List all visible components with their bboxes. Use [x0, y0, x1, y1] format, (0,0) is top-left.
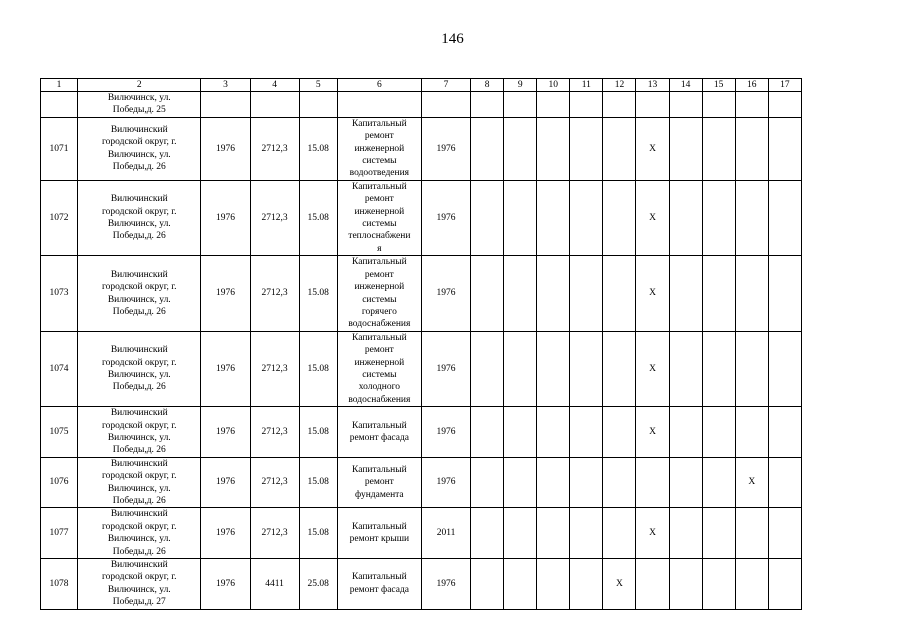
year-done-cell — [421, 180, 470, 255]
mark-cell — [603, 180, 636, 255]
address-text: Вилючинский городской округ, г. Вилючинск, ул. Победы,д. 26 — [101, 125, 177, 173]
column-header: 15 — [702, 79, 735, 92]
column-header: 5 — [299, 79, 337, 92]
mark-cell — [669, 180, 702, 255]
work-type-text: Капитальный ремонт инженерной системы горячего водоснабжения — [348, 257, 411, 330]
address-text: Вилючинск, ул. Победы,д. 25 — [107, 93, 171, 116]
column-header: 3 — [201, 79, 250, 92]
area-cell — [250, 117, 299, 180]
work-type-cell — [337, 180, 421, 255]
year-built-text: 1976 — [215, 212, 235, 223]
mark-cell — [570, 457, 603, 508]
work-type-text: Капитальный ремонт инженерной системы водоотведения — [349, 118, 410, 179]
year-done-text: 1976 — [436, 363, 456, 374]
mark-cell — [702, 457, 735, 508]
record-number-text: 1075 — [49, 426, 69, 437]
rate-text: 15.08 — [307, 363, 329, 374]
record-number-text: 1077 — [49, 528, 69, 539]
year-built-cell — [201, 92, 250, 118]
column-header: 17 — [768, 79, 801, 92]
work-type-text: Капитальный ремонт фасада — [349, 572, 410, 595]
area-cell — [250, 559, 299, 610]
rate-cell — [299, 92, 337, 118]
address-cell — [78, 256, 201, 331]
work-type-cell — [337, 117, 421, 180]
year-done-cell — [421, 559, 470, 610]
address-text: Вилючинский городской округ, г. Вилючинск, ул. Победы,д. 26 — [101, 458, 177, 506]
mark-cell — [735, 92, 768, 118]
mark-cell — [669, 331, 702, 406]
year-done-text: 1976 — [436, 477, 456, 488]
mark-cell — [537, 559, 570, 610]
mark-cell — [471, 559, 504, 610]
area-text: 2712,3 — [261, 212, 288, 223]
mark-cell — [735, 331, 768, 406]
mark-cell — [702, 407, 735, 458]
year-built-cell — [201, 559, 250, 610]
mark-cell — [603, 331, 636, 406]
work-type-cell — [337, 331, 421, 406]
year-done-cell — [421, 331, 470, 406]
mark-cell — [702, 180, 735, 255]
work-type-cell — [337, 508, 421, 559]
mark-cell: X — [636, 117, 669, 180]
record-number-cell — [41, 256, 78, 331]
area-text: 2712,3 — [261, 426, 288, 437]
mark-cell — [768, 457, 801, 508]
mark-cell — [570, 180, 603, 255]
address-cell — [78, 559, 201, 610]
mark-cell — [504, 407, 537, 458]
mark-cell — [669, 559, 702, 610]
mark-cell — [504, 559, 537, 610]
mark-cell: X — [636, 180, 669, 255]
mark-cell — [537, 180, 570, 255]
mark-cell — [702, 117, 735, 180]
mark-cell — [702, 331, 735, 406]
work-type-text: Капитальный ремонт крыши — [349, 521, 410, 545]
address-cell — [78, 331, 201, 406]
mark-cell — [504, 508, 537, 559]
mark-cell: X — [636, 508, 669, 559]
work-type-text: Капитальный ремонт фасада — [349, 420, 410, 443]
mark-cell — [537, 331, 570, 406]
mark-cell — [669, 92, 702, 118]
work-type-cell — [337, 92, 421, 118]
mark-cell — [537, 92, 570, 118]
mark-cell: X — [636, 407, 669, 458]
mark-cell — [669, 407, 702, 458]
address-text: Вилючинский городской округ, г. Вилючинск, ул. Победы,д. 26 — [101, 509, 177, 557]
mark-cell — [570, 559, 603, 610]
mark-cell — [768, 331, 801, 406]
mark-cell — [669, 457, 702, 508]
mark-cell — [735, 117, 768, 180]
rate-cell — [299, 331, 337, 406]
mark-cell — [636, 559, 669, 610]
mark-cell — [471, 457, 504, 508]
table-row — [41, 331, 802, 406]
mark-cell — [570, 407, 603, 458]
mark-cell — [636, 92, 669, 118]
mark-cell — [603, 457, 636, 508]
rate-cell — [299, 559, 337, 610]
mark-cell — [702, 92, 735, 118]
column-header: 1 — [41, 79, 78, 92]
year-built-text: 1976 — [215, 578, 235, 589]
mark-cell — [570, 92, 603, 118]
mark-cell — [735, 256, 768, 331]
rate-cell — [299, 457, 337, 508]
year-built-cell — [201, 180, 250, 255]
mark-cell — [537, 508, 570, 559]
year-built-text: 1976 — [215, 528, 235, 539]
address-cell — [78, 407, 201, 458]
mark-cell — [768, 92, 801, 118]
year-done-cell — [421, 256, 470, 331]
record-number-text: 1074 — [49, 363, 69, 374]
record-number-cell — [41, 508, 78, 559]
area-cell — [250, 180, 299, 255]
area-text: 2712,3 — [261, 363, 288, 374]
table-row — [41, 407, 802, 458]
year-done-cell — [421, 457, 470, 508]
area-text: 2712,3 — [261, 288, 288, 299]
mark-cell — [504, 180, 537, 255]
mark-cell — [768, 559, 801, 610]
work-type-cell — [337, 559, 421, 610]
year-done-cell — [421, 92, 470, 118]
year-built-cell — [201, 457, 250, 508]
mark-cell — [702, 508, 735, 559]
column-header: 4 — [250, 79, 299, 92]
mark-cell — [471, 508, 504, 559]
mark-cell — [603, 407, 636, 458]
year-done-text: 1976 — [436, 426, 456, 437]
year-built-cell — [201, 407, 250, 458]
rate-cell — [299, 256, 337, 331]
mark-cell — [768, 117, 801, 180]
column-header: 8 — [471, 79, 504, 92]
area-cell — [250, 407, 299, 458]
mark-cell — [669, 256, 702, 331]
work-type-cell — [337, 256, 421, 331]
record-number-cell — [41, 117, 78, 180]
mark-cell: X — [636, 256, 669, 331]
year-done-cell — [421, 117, 470, 180]
record-number-text: 1078 — [49, 578, 69, 589]
address-text: Вилючинский городской округ, г. Вилючинск, ул. Победы,д. 27 — [101, 560, 177, 608]
address-cell — [78, 180, 201, 255]
column-header: 7 — [421, 79, 470, 92]
page-number: 146 — [441, 31, 464, 47]
area-text: 2712,3 — [261, 528, 288, 539]
year-built-cell — [201, 256, 250, 331]
column-header: 16 — [735, 79, 768, 92]
mark-cell — [504, 331, 537, 406]
mark-cell — [669, 117, 702, 180]
rate-cell — [299, 508, 337, 559]
address-cell — [78, 117, 201, 180]
mark-cell: X — [636, 331, 669, 406]
table-row — [41, 256, 802, 331]
year-done-text: 1976 — [436, 212, 456, 223]
record-number-text: 1072 — [49, 212, 69, 223]
mark-cell — [768, 256, 801, 331]
mark-cell — [504, 117, 537, 180]
record-number-cell — [41, 559, 78, 610]
area-text: 2712,3 — [261, 477, 288, 488]
year-built-text: 1976 — [215, 426, 235, 437]
work-type-text: Капитальный ремонт фундамента — [352, 464, 407, 500]
area-text: 4411 — [265, 578, 284, 589]
address-cell — [78, 92, 201, 118]
mark-cell — [735, 180, 768, 255]
work-type-cell — [337, 457, 421, 508]
column-header: 12 — [603, 79, 636, 92]
record-number-text: 1073 — [49, 288, 69, 299]
rate-cell — [299, 407, 337, 458]
mark-cell — [735, 508, 768, 559]
column-header: 10 — [537, 79, 570, 92]
column-header: 13 — [636, 79, 669, 92]
mark-cell — [669, 508, 702, 559]
year-done-text: 1976 — [436, 288, 456, 299]
year-done-text: 2011 — [436, 528, 456, 539]
registry-table — [40, 78, 802, 610]
record-number-cell — [41, 407, 78, 458]
mark-cell — [570, 256, 603, 331]
mark-cell — [504, 256, 537, 331]
record-number-text: 1071 — [49, 143, 69, 154]
record-number-text: 1076 — [49, 477, 69, 488]
mark-cell — [537, 117, 570, 180]
mark-cell — [603, 92, 636, 118]
mark-cell — [636, 457, 669, 508]
work-type-cell — [337, 407, 421, 458]
record-number-cell — [41, 457, 78, 508]
mark-cell — [735, 559, 768, 610]
table-row — [41, 117, 802, 180]
mark-cell — [768, 407, 801, 458]
mark-cell — [570, 117, 603, 180]
year-done-text: 1976 — [436, 578, 456, 589]
mark-cell — [702, 256, 735, 331]
mark-cell — [537, 407, 570, 458]
mark-cell — [603, 117, 636, 180]
year-built-cell — [201, 117, 250, 180]
mark-cell: X — [735, 457, 768, 508]
mark-cell — [702, 559, 735, 610]
column-header: 6 — [337, 79, 421, 92]
rate-text: 15.08 — [307, 477, 329, 488]
mark-cell — [570, 331, 603, 406]
year-built-text: 1976 — [215, 363, 235, 374]
column-header: 11 — [570, 79, 603, 92]
work-type-text: Капитальный ремонт инженерной системы теплоснабжени я — [348, 181, 411, 254]
year-done-cell — [421, 508, 470, 559]
header-row — [41, 79, 802, 92]
rate-text: 15.08 — [307, 288, 329, 299]
area-cell — [250, 331, 299, 406]
year-done-cell — [421, 407, 470, 458]
column-header: 9 — [504, 79, 537, 92]
area-text: 2712,3 — [261, 143, 288, 154]
mark-cell — [504, 92, 537, 118]
year-built-text: 1976 — [215, 477, 235, 488]
mark-cell — [471, 180, 504, 255]
address-text: Вилючинский городской округ, г. Вилючинск, ул. Победы,д. 26 — [101, 345, 177, 393]
mark-cell — [537, 457, 570, 508]
area-cell — [250, 508, 299, 559]
address-cell — [78, 508, 201, 559]
rate-text: 15.08 — [307, 212, 329, 223]
mark-cell — [537, 256, 570, 331]
table-row — [41, 457, 802, 508]
mark-cell — [570, 508, 603, 559]
mark-cell — [603, 256, 636, 331]
area-cell — [250, 457, 299, 508]
record-number-cell — [41, 92, 78, 118]
area-cell — [250, 256, 299, 331]
area-cell — [250, 92, 299, 118]
record-number-cell — [41, 180, 78, 255]
rate-cell — [299, 117, 337, 180]
rate-text: 25.08 — [307, 578, 329, 589]
rate-cell — [299, 180, 337, 255]
address-cell — [78, 457, 201, 508]
mark-cell — [768, 180, 801, 255]
mark-cell — [471, 117, 504, 180]
year-built-text: 1976 — [215, 288, 235, 299]
table-row — [41, 559, 802, 610]
address-text: Вилючинский городской округ, г. Вилючинск, ул. Победы,д. 26 — [101, 194, 177, 242]
year-built-cell — [201, 508, 250, 559]
rate-text: 15.08 — [307, 528, 329, 539]
rate-text: 15.08 — [307, 426, 329, 437]
mark-cell — [471, 407, 504, 458]
year-done-text: 1976 — [436, 143, 456, 154]
year-built-cell — [201, 331, 250, 406]
column-header: 2 — [78, 79, 201, 92]
table-row — [41, 92, 802, 118]
mark-cell — [471, 331, 504, 406]
rate-text: 15.08 — [307, 143, 329, 154]
record-number-cell — [41, 331, 78, 406]
mark-cell — [735, 407, 768, 458]
address-text: Вилючинский городской округ, г. Вилючинск, ул. Победы,д. 26 — [101, 408, 177, 456]
table-row — [41, 508, 802, 559]
column-header: 14 — [669, 79, 702, 92]
mark-cell — [603, 508, 636, 559]
work-type-text: Капитальный ремонт инженерной системы холодного водоснабжения — [348, 332, 411, 405]
address-text: Вилючинский городской округ, г. Вилючинск, ул. Победы,д. 26 — [101, 269, 177, 317]
mark-cell — [471, 256, 504, 331]
table-row — [41, 180, 802, 255]
mark-cell — [471, 92, 504, 118]
mark-cell: X — [603, 559, 636, 610]
mark-cell — [768, 508, 801, 559]
mark-cell — [504, 457, 537, 508]
year-built-text: 1976 — [215, 143, 235, 154]
